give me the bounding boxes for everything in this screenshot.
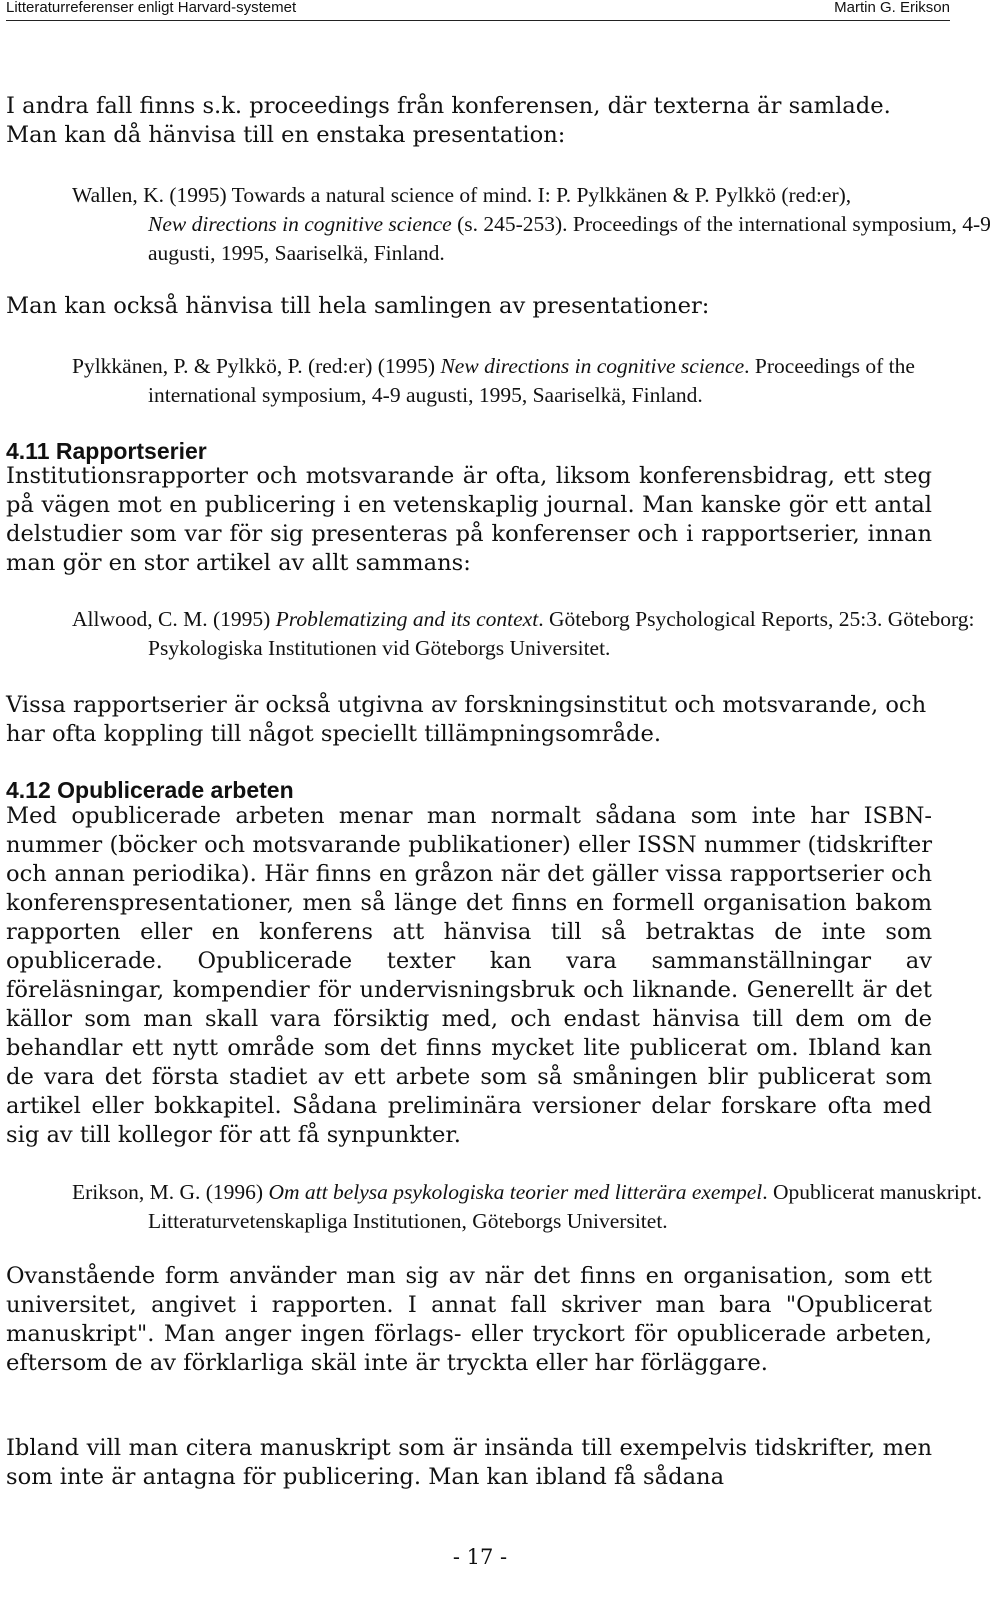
ref-erikson-post: . Opublicerat manuskript. Litteraturvetenskapliga Institutionen, Göteborgs Universitet. <box>148 1180 983 1233</box>
intro-line-1: I andra fall finns s.k. proceedings från konferensen, där texterna är samlade. <box>6 93 891 119</box>
reference-allwood <box>72 605 1008 663</box>
reference-erikson <box>72 1178 1008 1236</box>
ref-pylkkanen-post: . Proceedings of the international symposium, 4-9 augusti, 1995, Saariselkä, Finland. <box>148 354 915 407</box>
ref-pylkkanen-pre: Pylkkänen, P. & Pylkkö, P. (red:er) (1995) <box>72 354 441 378</box>
intro-paragraph <box>6 92 932 150</box>
ref-allwood-pre: Allwood, C. M. (1995) <box>72 607 276 631</box>
header-title: Litteraturreferenser enligt Harvard-systemet <box>6 0 297 16</box>
section-4-12-paragraph: Med opublicerade arbeten menar man normalt sådana som inte har ISBN-nummer (böcker och motsvarande publikationer) eller ISSN nummer (tidskrifter och annan periodika). Här finns en gråzon när det gäller vissa rapportserier och konferenspresentationer, men så länge det finns en formell organisation bakom rapporten eller en konferens att hänvisa till så betraktas de inte som opublicerade. Opublicerade texter kan vara sammanställningar av föreläsningar, kompendier för undervisningsbruk och liknande. Generellt är det källor som man skall vara försiktig med, och endast hänvisa till dem om de behandlar ett nytt område som det finns mycket lite publicerat om. Ibland kan de vara det första stadiet av ett arbete som så småningen blir publicerat som artikel eller bokkapitel. Sådana preliminära versioner delar forskare ofta med sig av till kollegor för att få synpunkter. <box>6 803 932 1148</box>
ref-wallen-title: New directions in cognitive science <box>148 212 452 236</box>
page-number: - 17 - <box>452 1545 508 1569</box>
intro-line-2: Man kan då hänvisa till en enstaka presentation: <box>6 122 566 148</box>
paragraph-whole-collection: Man kan också hänvisa till hela samlingen av presentationer: <box>6 293 710 319</box>
ref-erikson-pre: Erikson, M. G. (1996) <box>72 1180 269 1204</box>
ref-erikson-title: Om att belysa psykologiska teorier med litterära exempel <box>268 1180 763 1204</box>
section-heading-4-12: 4.12 Opublicerade arbeten <box>6 777 294 803</box>
paragraph-manuscripts: Ibland vill man citera manuskript som är insända till exempelvis tidskrifter, men som inte är antagna för publicering. Man kan ibland få sådana <box>6 1435 932 1490</box>
paragraph-unpublished-form: Ovanstående form använder man sig av när det finns en organisation, som ett universitet, angivet i rapporten. I annat fall skriver man bara "Opublicerat manuskript". Man anger ingen förlags- eller tryckort för opublicerade arbeten, eftersom de av förklarliga skäl inte är tryckta eller har förläggare. <box>6 1263 932 1376</box>
ref-wallen-post: (s. 245-253). Proceedings of the international symposium, 4-9 augusti, 1995, Saariselkä, Finland. <box>148 212 991 265</box>
ref-allwood-title: Problematizing and its context <box>275 607 539 631</box>
page-header <box>6 0 950 22</box>
reference-pylkkanen <box>72 352 1008 410</box>
section-heading-4-11: 4.11 Rapportserier <box>6 438 207 464</box>
header-author: Martin G. Erikson <box>834 0 950 16</box>
ref-wallen-pre: Wallen, K. (1995) Towards a natural science of mind. I: P. Pylkkänen & P. Pylkkö (red:er), <box>72 183 852 207</box>
section-4-11-paragraph: Institutionsrapporter och motsvarande är ofta, liksom konferensbidrag, ett steg på vägen mot en publicering i en vetenskaplig journal. Man kanske gör ett antal delstudier som var för sig presenteras på konferenser och i rapportserier, innan man gör en stor artikel av allt sammans: <box>6 463 932 576</box>
reference-wallen <box>72 181 1008 268</box>
header-rule <box>6 20 950 21</box>
ref-allwood-post: . Göteborg Psychological Reports, 25:3. Göteborg: Psykologiska Institutionen vid Göteborgs Universitet. <box>148 607 975 660</box>
paragraph-report-series: Vissa rapportserier är också utgivna av forskningsinstitut och motsvarande, och har ofta koppling till något speciellt tillämpningsområde. <box>6 692 927 747</box>
ref-pylkkanen-title: New directions in cognitive science <box>440 354 745 378</box>
